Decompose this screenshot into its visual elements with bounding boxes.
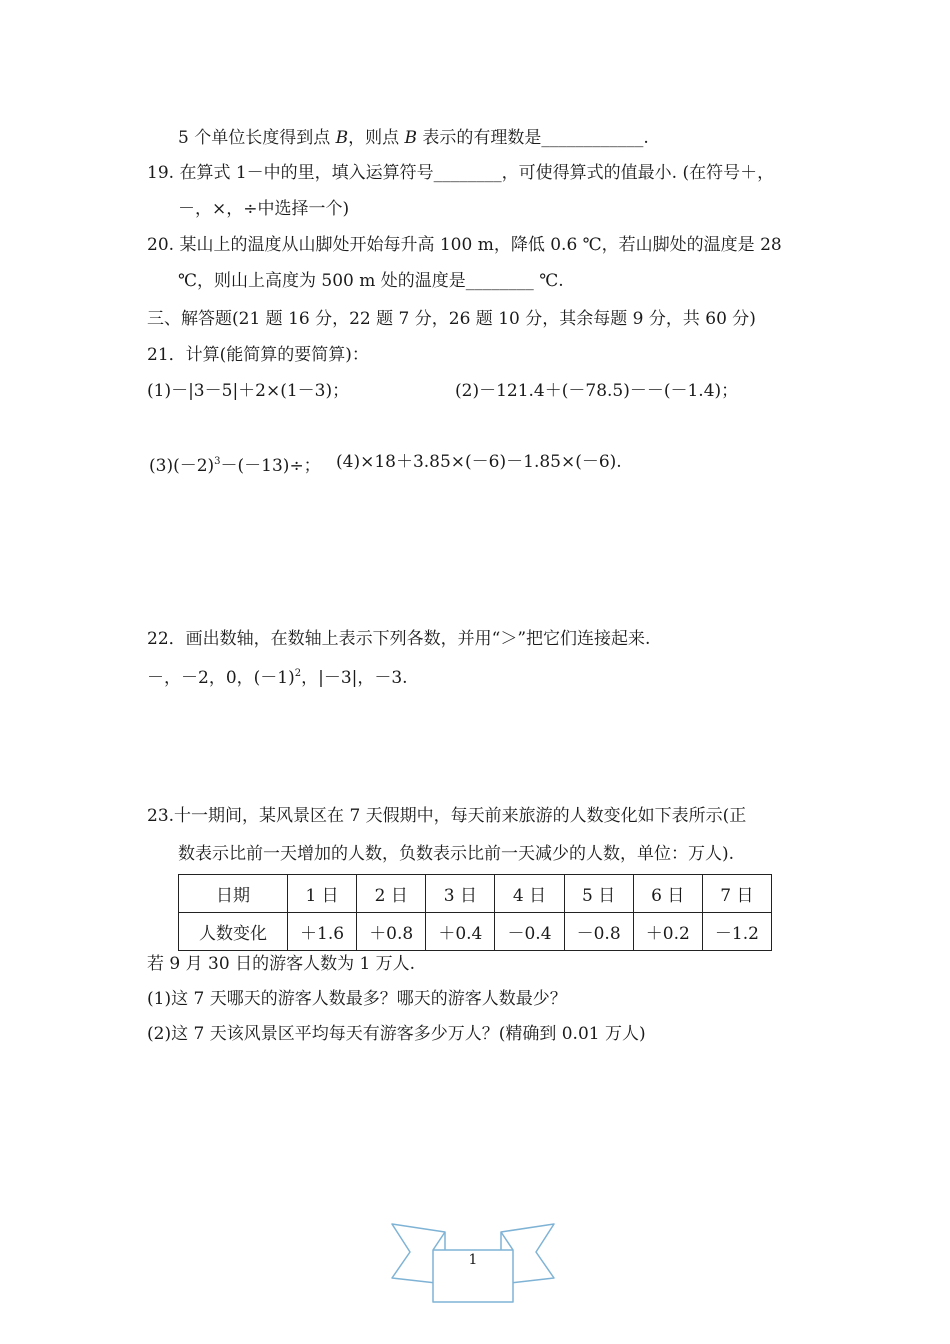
table-day-cell: 1 日 <box>288 875 357 913</box>
question-20-line2: ℃，则山上高度为 500 m 处的温度是________ ℃. <box>178 271 564 291</box>
visitor-change-table <box>178 874 772 951</box>
question-19-line2: －，×，÷中选择一个) <box>178 199 350 219</box>
section-3-heading: 三、解答题(21 题 16 分，22 题 7 分，26 题 10 分，其余每题 9 分，共 60 分) <box>147 309 756 329</box>
continued-text: 5 个单位长度得到点 B，则点 B 表示的有理数是____________. <box>178 128 649 148</box>
table-day-cell: 2 日 <box>357 875 426 913</box>
table-day-cell: 3 日 <box>426 875 495 913</box>
question-21-part3: $(3)(-2)^3-(-13)\div$； <box>149 456 321 476</box>
question-19-line1: 19. 在算式 1－中的里，填入运算符号________，可使得算式的值最小. (在符号＋， <box>147 163 775 183</box>
table-header-row <box>179 875 772 913</box>
question-23-part2: (2)这 7 天该风景区平均每天有游客多少万人？(精确到 0.01 万人) <box>147 1024 646 1044</box>
table-change-cell: ＋0.2 <box>633 913 702 951</box>
question-21-part1: (1)－|3－5|＋2×(1－3)； <box>147 381 350 401</box>
table-change-cell: －0.4 <box>495 913 564 951</box>
question-21-part4: (4)×18＋3.85×(－6)－1.85×(－6). <box>336 452 622 472</box>
page-number: 1 <box>468 1252 478 1268</box>
question-21: 21．计算(能简算的要简算)： <box>147 345 369 365</box>
question-22-numbers: －，－2，0，$(-1)^2$，|－3|，－3. <box>147 668 408 688</box>
table-header-label: 日期 <box>179 875 288 913</box>
table-day-cell: 7 日 <box>702 875 771 913</box>
table-change-cell: ＋0.8 <box>357 913 426 951</box>
table-row-label: 人数变化 <box>179 913 288 951</box>
table-change-row <box>179 913 772 951</box>
question-22: 22．画出数轴，在数轴上表示下列各数，并用“＞”把它们连接起来. <box>147 629 651 649</box>
table-change-cell: ＋0.4 <box>426 913 495 951</box>
table-day-cell: 6 日 <box>633 875 702 913</box>
question-23-part1: (1)这 7 天哪天的游客人数最多？哪天的游客人数最少？ <box>147 989 567 1009</box>
question-23-line2: 数表示比前一天增加的人数，负数表示比前一天减少的人数，单位：万人). <box>178 844 735 864</box>
question-20-line1: 20. 某山上的温度从山脚处开始每升高 100 m，降低 0.6 ℃，若山脚处的温度是 28 <box>147 235 782 255</box>
table-day-cell: 5 日 <box>564 875 633 913</box>
question-23-line1: 23.十一期间，某风景区在 7 天假期中，每天前来旅游的人数变化如下表所示(正 <box>147 806 747 826</box>
table-day-cell: 4 日 <box>495 875 564 913</box>
table-change-cell: ＋1.6 <box>288 913 357 951</box>
table-change-cell: －1.2 <box>702 913 771 951</box>
table-change-cell: －0.8 <box>564 913 633 951</box>
question-23-line3: 若 9 月 30 日的游客人数为 1 万人. <box>147 954 416 974</box>
question-21-part2: (2)－121.4＋(－78.5)－－(－1.4)； <box>455 381 739 401</box>
